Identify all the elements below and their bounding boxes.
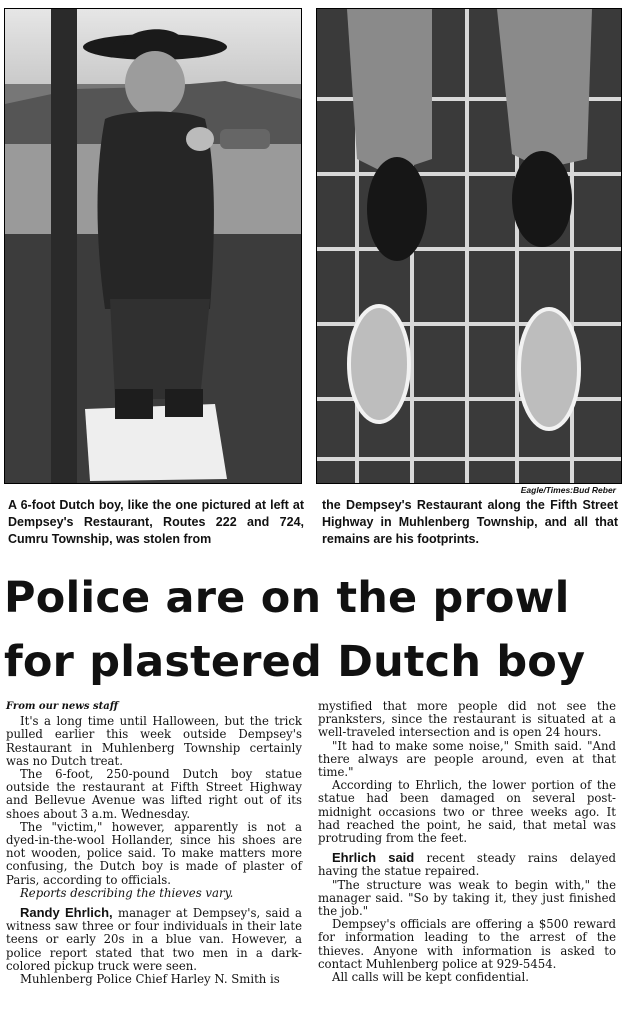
paragraph: "It had to make some noise," Smith said. "And there always are people around, even at that time."	[318, 738, 616, 780]
paragraph-body: manager at Dempsey's, said a witness saw three or four individuals in their late teens or early 20s in a blue van. However, a police report stated that two men in a dark-colored pickup truck were seen.	[6, 906, 302, 973]
paragraph: All calls will be kept confidential.	[332, 970, 529, 985]
article-column-left	[6, 700, 302, 986]
paragraph: Muhlenberg Police Chief Harley N. Smith is	[20, 972, 280, 987]
paragraph: According to Ehrlich, the lower portion of the statue had been damaged on several post-midnight occasions two or three weeks ago. It had reached the point, he said, that metal was protruding from the feet.	[318, 778, 616, 846]
caption-right: the Dempsey's Restaurant along the Fifth Street Highway in Muhlenberg Township, and all that remains are his footprints.	[322, 498, 618, 546]
paragraph: Dempsey's officials are offering a $500 reward for information leading to the arrest of the thieves. Anyone with information is asked to contact Muhlenberg police at 929-5454.	[318, 917, 616, 971]
paragraph-lead: Ehrlich said	[332, 850, 415, 866]
paragraph: It's a long time until Halloween, but the trick pulled earlier this week outside Dempsey's Restaurant in Muhlenberg Township certainly was no Dutch treat.	[6, 714, 302, 768]
photo-dutch-boy-statue	[4, 8, 302, 484]
photo-credit: Eagle/Times:Bud Reber	[520, 485, 616, 495]
paragraph: Reports describing the thieves vary.	[20, 885, 234, 900]
byline: From our news staff	[6, 701, 118, 712]
photo-footprints	[316, 8, 622, 484]
headline-line-1: Police are on the prowl	[4, 573, 570, 623]
paragraph: The "victim," however, apparently is not a dyed-in-the-wool Hollander, since his shoes are not wooden, police said. To make matters more confusing, the Dutch boy is made of plaster of Paris, according to officials.	[6, 819, 302, 887]
paragraph-body: recent steady rains delayed having the statue repaired.	[318, 851, 616, 879]
paragraph: "The structure was weak to begin with," the manager said. "So by taking it, they just finished the job."	[318, 877, 616, 919]
paragraph: mystified that more people did not see the pranksters, since the restaurant is situated at a well-traveled intersection and is open 24 hours.	[318, 699, 616, 740]
headline-line-2: for plastered Dutch boy	[4, 637, 586, 687]
caption-left: A 6-foot Dutch boy, like the one pictured at left at Dempsey's Restaurant, Routes 222 and 724, Cumru Township, was stolen from	[8, 498, 304, 546]
paragraph: The 6-foot, 250-pound Dutch boy statue outside the restaurant at Fifth Street Highway and Bellevue Avenue was lifted right out of its shoes about 3 a.m. Wednesday.	[6, 767, 302, 821]
article-column-right	[318, 700, 616, 984]
paragraph	[318, 851, 616, 878]
paragraph	[6, 906, 302, 973]
paragraph-lead: Randy Ehrlich,	[20, 905, 113, 921]
